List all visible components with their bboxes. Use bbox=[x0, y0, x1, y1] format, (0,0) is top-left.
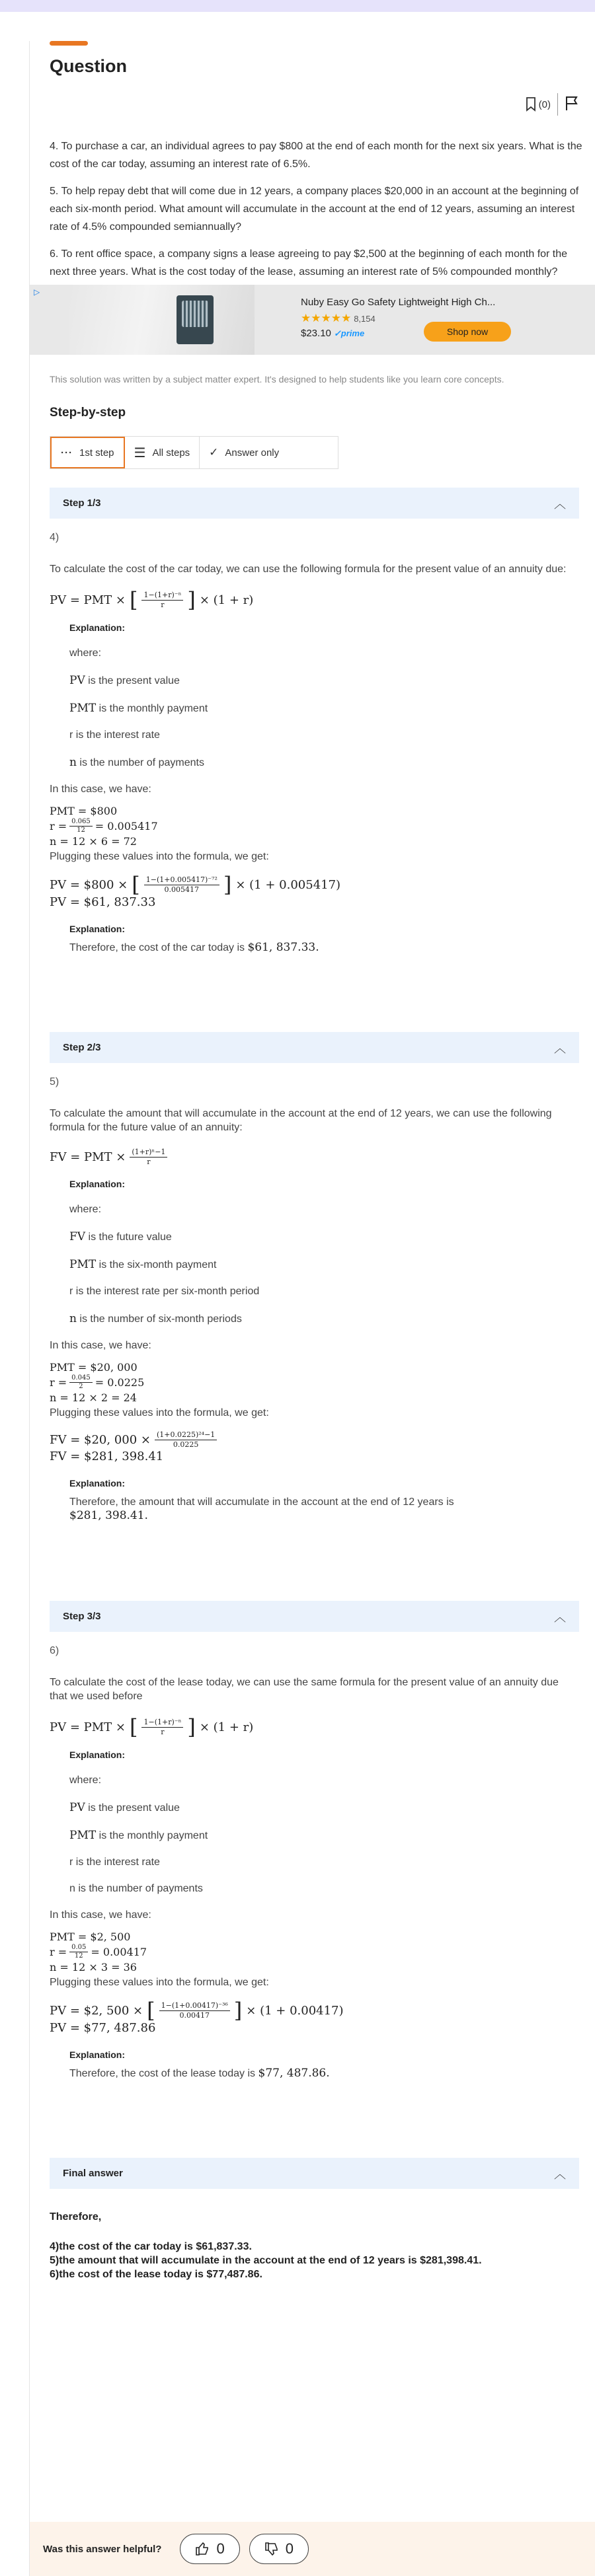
toolbar-divider bbox=[557, 93, 558, 116]
step-number: 6) bbox=[50, 1645, 60, 1656]
explanation-block bbox=[69, 1179, 579, 1325]
explanation-heading: Explanation: bbox=[69, 1478, 126, 1489]
value-row: n = 12 × 3 = 36 bbox=[50, 1961, 137, 1973]
conclusion: Therefore, the cost of the car today is $61, 837.33. bbox=[69, 941, 319, 954]
given-values bbox=[50, 1930, 579, 1974]
definition-item: FV is the future value bbox=[69, 1230, 172, 1243]
given-values bbox=[50, 1360, 579, 1405]
definition-item: r is the interest rate bbox=[69, 729, 160, 741]
explanation-block bbox=[69, 622, 579, 769]
result-formula: PV = $2, 500 × [ $\frac{\text{1−(1+0.00417)⁻³⁶}}{0.00417}$ ] × (1 + 0.00417) bbox=[50, 1998, 344, 2023]
explanation-block bbox=[69, 1478, 579, 1523]
top-banner bbox=[0, 0, 595, 12]
value-row: n = 12 × 2 = 24 bbox=[50, 1391, 137, 1404]
question-toolbar bbox=[50, 91, 579, 118]
conclusion: Therefore, the cost of the lease today is $77, 487.86. bbox=[69, 2067, 330, 2080]
explanation-block bbox=[69, 924, 579, 954]
tab-label: Answer only bbox=[225, 447, 280, 459]
question-paragraph-6: 6. To rent office space, a company signs a lease agreeing to pay $2,500 at the beginning of each month for the next three years. What is the cost today of the lease, assuming an interest rate of 5% compounded monthly? bbox=[50, 248, 568, 277]
formula-fv: FV = PMT × $\frac{\text{(1+r)ⁿ−1}}{r}$ bbox=[50, 1148, 579, 1167]
final-answer-header[interactable] bbox=[50, 2158, 579, 2189]
view-mode-tabs bbox=[50, 436, 338, 469]
question-title: Question bbox=[50, 56, 128, 76]
final-therefore: Therefore, bbox=[50, 2211, 102, 2223]
value-row: r = $\frac{0.05}{12}$ = 0.00417 bbox=[50, 1944, 147, 1960]
definition-item: n is the number of six-month periods bbox=[69, 1312, 242, 1325]
definition-item: PMT is the six-month payment bbox=[69, 1258, 217, 1271]
solution-page bbox=[29, 41, 595, 2576]
explanation-block bbox=[69, 1749, 579, 1895]
in-case-label: In this case, we have: bbox=[50, 1340, 151, 1351]
explanation-heading: Explanation: bbox=[69, 622, 126, 633]
result-formula: FV = $20, 000 × $\frac{\text{(1+0.0225)²⁴−1}}{0.0225}$ bbox=[50, 1430, 579, 1450]
conclusion: Therefore, the amount that will accumulate in the account at the end of 12 years is $281, 398.41. bbox=[69, 1496, 454, 1522]
result-value: FV = $281, 398.41 bbox=[50, 1450, 164, 1463]
definition-item: PV is the present value bbox=[69, 674, 180, 687]
tab-label: All steps bbox=[152, 447, 190, 459]
ad-product-image[interactable] bbox=[69, 285, 255, 355]
plug-label: Plugging these values into the formula, we get: bbox=[50, 1977, 269, 1988]
check-icon: ✓ bbox=[209, 446, 219, 459]
expert-note: This solution was written by a subject matter expert. It's designed to help students like you learn core concepts. bbox=[50, 374, 504, 385]
accent-bar bbox=[50, 41, 88, 46]
thumbs-up-button[interactable] bbox=[180, 2534, 239, 2564]
shop-now-button[interactable]: Shop now bbox=[424, 322, 511, 342]
explanation-heading: Explanation: bbox=[69, 1179, 126, 1189]
step-header-3[interactable] bbox=[50, 1601, 579, 1632]
thumbs-up-icon bbox=[195, 2542, 210, 2556]
chevron-up-icon[interactable]: ︿ bbox=[554, 1610, 566, 1624]
given-values bbox=[50, 804, 579, 848]
star-rating-icon: ★★★★★ bbox=[301, 312, 352, 324]
prime-logo: ✓prime bbox=[333, 328, 365, 338]
where-label: where: bbox=[69, 1204, 102, 1215]
step-label: Step 3/3 bbox=[63, 1611, 101, 1622]
step-label: Step 1/3 bbox=[63, 497, 101, 509]
formula-denominator: r bbox=[161, 600, 165, 609]
in-case-label: In this case, we have: bbox=[50, 1909, 151, 1921]
step-label: Step 2/3 bbox=[63, 1042, 101, 1053]
question-paragraph-5: 5. To help repay debt that will come due in 12 years, a company places $20,000 in an account at the beginning of each six-month period. What amount will accumulate in the account at the end of 12 years, assuming an interest rate of 4.5% compounded semiannually? bbox=[50, 186, 579, 233]
step-by-step-title: Step-by-step bbox=[50, 406, 126, 420]
tab-1st-step[interactable] bbox=[50, 437, 125, 468]
step-number: 5) bbox=[50, 1076, 60, 1087]
list-icon: ☰ bbox=[134, 445, 146, 460]
tab-all-steps[interactable] bbox=[125, 437, 200, 468]
question-body bbox=[50, 137, 582, 281]
plug-label: Plugging these values into the formula, we get: bbox=[50, 851, 269, 862]
final-line: 4)the cost of the car today is $61,837.33. bbox=[50, 2241, 252, 2252]
value-row: PMT = $800 bbox=[50, 805, 118, 817]
ad-banner[interactable] bbox=[30, 285, 595, 355]
thumbs-down-count: 0 bbox=[285, 2540, 294, 2557]
explanation-heading: Explanation: bbox=[69, 1749, 126, 1760]
formula-pv: PV = PMT × [ $\frac{\text{1−(1+r)⁻ⁿ}}{r}$ ] × (1 + r) bbox=[50, 1714, 254, 1740]
where-label: where: bbox=[69, 1775, 102, 1786]
flag-icon bbox=[565, 95, 579, 111]
formula-numerator: 1−(1+r)⁻ⁿ bbox=[141, 591, 183, 601]
tab-label: 1st step bbox=[79, 447, 114, 459]
value-row: r = $\frac{0.065}{12}$ = 0.005417 bbox=[50, 818, 158, 834]
bookmark-button[interactable] bbox=[526, 97, 551, 112]
feedback-question: Was this answer helpful? bbox=[43, 2543, 162, 2555]
step-intro: To calculate the amount that will accumulate in the account at the end of 12 years, we can use the following formula for the future value of an annuity: bbox=[50, 1108, 552, 1133]
chevron-up-icon[interactable]: ︿ bbox=[554, 1041, 566, 1055]
formula-right: × (1 + r) bbox=[199, 593, 254, 607]
chevron-up-icon[interactable]: ︿ bbox=[554, 497, 566, 511]
result-value: PV = $61, 837.33 bbox=[50, 895, 156, 909]
formula-left: PV = PMT × bbox=[50, 593, 126, 607]
thumbs-down-icon bbox=[264, 2542, 279, 2556]
flag-button[interactable] bbox=[565, 95, 579, 114]
step-number: 4) bbox=[50, 532, 60, 543]
explanation-heading: Explanation: bbox=[69, 2049, 126, 2060]
definition-item: PMT is the monthly payment bbox=[69, 702, 208, 715]
feedback-bar bbox=[30, 2522, 595, 2576]
in-case-label: In this case, we have: bbox=[50, 784, 151, 795]
formula-pv: PV = PMT × [ $\frac{\text{1−(1+r)⁻ⁿ}}{r}$ ] × (1 + r) bbox=[50, 587, 254, 612]
step-intro: To calculate the cost of the car today, we can use the following formula for the present value of an annuity due: bbox=[50, 564, 567, 575]
where-label: where: bbox=[69, 647, 102, 659]
explanation-heading: Explanation: bbox=[69, 924, 126, 934]
step-intro: To calculate the cost of the lease today, we can use the same formula for the present value of an annuity due that we used before bbox=[50, 1677, 559, 1702]
definition-item: r is the interest rate bbox=[69, 1857, 160, 1868]
result-formula: PV = $800 × [ $\frac{\text{1−(1+0.005417)⁻⁷²}}{0.005417}$ ] × (1 + 0.005417) bbox=[50, 872, 341, 897]
result-value: PV = $77, 487.86 bbox=[50, 2021, 156, 2035]
tab-answer-only[interactable] bbox=[200, 437, 288, 468]
definition-item: PMT is the monthly payment bbox=[69, 1829, 208, 1842]
value-row: r = $\frac{0.045}{2}$ = 0.0225 bbox=[50, 1374, 145, 1390]
definition-item: n is the number of payments bbox=[69, 756, 204, 769]
explanation-block bbox=[69, 2049, 579, 2080]
value-row: n = 12 × 6 = 72 bbox=[50, 835, 137, 848]
adchoices-icon[interactable]: ▷ bbox=[34, 287, 40, 297]
definition-item: PV is the present value bbox=[69, 1801, 180, 1814]
final-line: 6)the cost of the lease today is $77,487.86. bbox=[50, 2269, 262, 2280]
ad-price-value: $23.10 bbox=[301, 328, 331, 339]
definition-item: r is the interest rate per six-month period bbox=[69, 1286, 260, 1297]
step-header-1[interactable] bbox=[50, 488, 579, 519]
chevron-up-icon[interactable]: ︿ bbox=[554, 2167, 566, 2181]
definition-item: n is the number of payments bbox=[69, 1883, 203, 1894]
final-line: 5)the amount that will accumulate in the account at the end of 12 years is $281,398.41. bbox=[50, 2255, 482, 2266]
dots-icon: ··· bbox=[61, 447, 73, 459]
bookmark-icon bbox=[526, 97, 536, 112]
value-row: PMT = $20, 000 bbox=[50, 1361, 138, 1374]
thumbs-up-count: 0 bbox=[216, 2540, 225, 2557]
final-answer-body bbox=[50, 2210, 579, 2281]
plug-label: Plugging these values into the formula, we get: bbox=[50, 1407, 269, 1418]
question-paragraph-4: 4. To purchase a car, an individual agrees to pay $800 at the end of each month for the next six years. What is the cost of the car today, assuming an interest rate of 6.5%. bbox=[50, 141, 582, 170]
final-answer-label: Final answer bbox=[63, 2168, 123, 2179]
value-row: PMT = $2, 500 bbox=[50, 1931, 131, 1943]
ad-title[interactable]: Nuby Easy Go Safety Lightweight High Ch... bbox=[301, 297, 496, 308]
step-header-2[interactable] bbox=[50, 1032, 579, 1063]
ad-rating-count: 8,154 bbox=[354, 314, 376, 324]
bookmark-count: (0) bbox=[538, 98, 551, 110]
thumbs-down-button[interactable] bbox=[249, 2534, 309, 2564]
